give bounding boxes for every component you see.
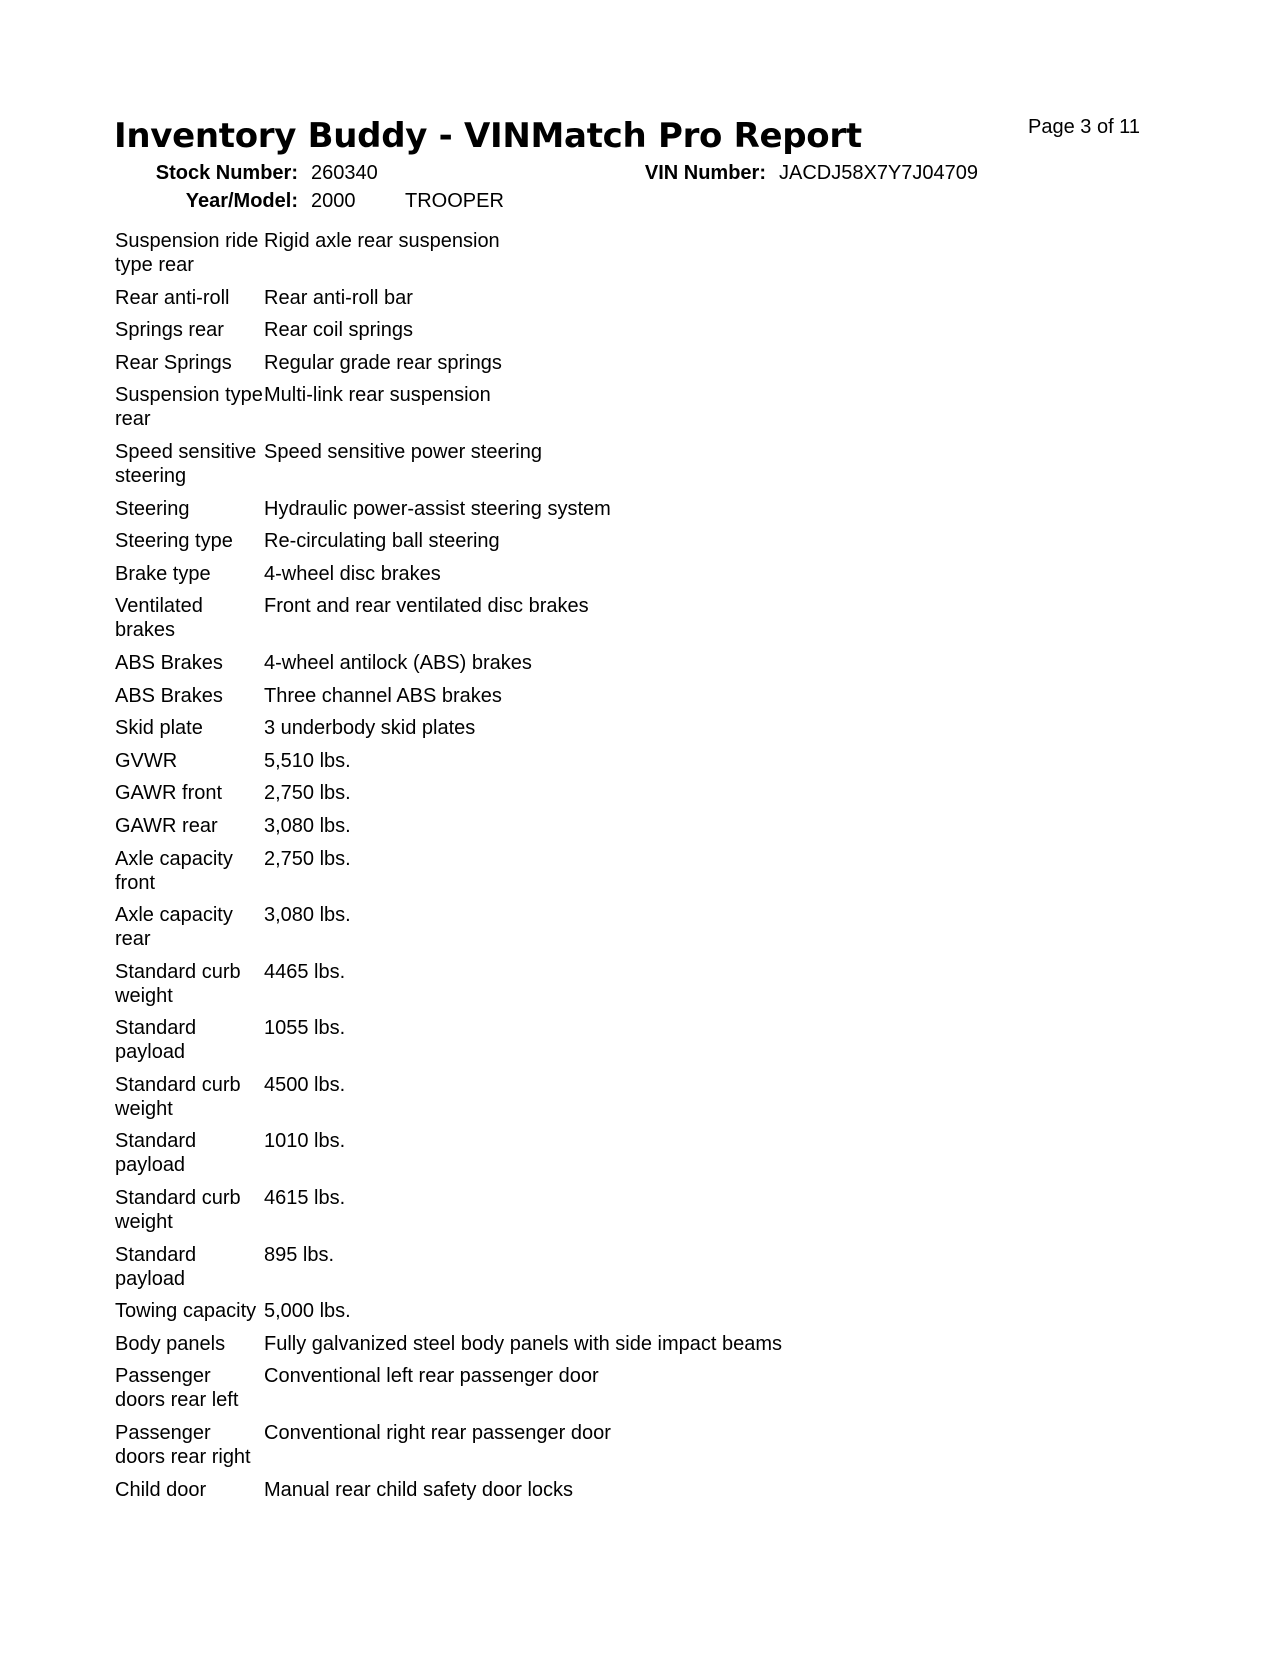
spec-label: Rear Springs (115, 351, 232, 374)
spec-row (115, 497, 1015, 530)
spec-label: Standard curb weight (115, 960, 241, 1007)
spec-label: Child door (115, 1478, 207, 1501)
spec-label: Skid plate (115, 717, 203, 740)
spec-row (115, 594, 1015, 651)
spec-value: Fully galvanized steel body panels with side impact beams (264, 1332, 783, 1355)
spec-label: GVWR (115, 749, 178, 772)
spec-value: 895 lbs. (264, 1243, 335, 1266)
spec-row (115, 229, 1015, 286)
spec-label: Towing capacity (115, 1300, 257, 1323)
spec-value: 4615 lbs. (264, 1187, 346, 1210)
spec-label: Passenger doors rear right (115, 1422, 251, 1469)
spec-value: Re-circulating ball steering (264, 530, 500, 553)
spec-label: Standard curb weight (115, 1187, 241, 1234)
spec-row (115, 529, 1015, 562)
spec-label: Springs rear (115, 319, 224, 342)
spec-value: 5,510 lbs. (264, 749, 351, 772)
spec-row (115, 383, 1015, 440)
spec-label: Passenger doors rear left (115, 1365, 239, 1412)
spec-row (115, 1016, 1015, 1073)
year-model-label: Year/Model: (185, 190, 298, 212)
spec-value: 5,000 lbs. (264, 1300, 351, 1323)
spec-value: 3,080 lbs. (264, 814, 351, 837)
spec-value: Conventional left rear passenger door (264, 1365, 599, 1388)
spec-label: Standard payload (115, 1130, 197, 1177)
spec-row (115, 1299, 1015, 1332)
spec-label: ABS Brakes (115, 684, 223, 707)
spec-value: Rear anti-roll bar (264, 286, 413, 309)
spec-row (115, 960, 1015, 1017)
spec-row (115, 749, 1015, 782)
spec-value: 4-wheel antilock (ABS) brakes (264, 651, 532, 674)
spec-row (115, 1478, 1015, 1511)
report-title: Inventory Buddy - VINMatch Pro Report (114, 116, 862, 156)
spec-list (115, 229, 1015, 1510)
spec-row (115, 286, 1015, 319)
spec-row (115, 781, 1015, 814)
spec-row (115, 814, 1015, 847)
spec-label: GAWR rear (115, 814, 218, 837)
spec-value: 2,750 lbs. (264, 847, 351, 870)
stock-number-label: Stock Number: (155, 162, 298, 184)
spec-label: Ventilated brakes (115, 595, 203, 642)
stock-number-value: 260340 (311, 162, 378, 184)
spec-value: Multi-link rear suspension (264, 384, 491, 407)
spec-value: Conventional right rear passenger door (264, 1422, 611, 1445)
spec-row (115, 318, 1015, 351)
model-value: TROOPER (405, 190, 504, 212)
spec-label: Suspension type rear (115, 384, 263, 431)
spec-label: GAWR front (115, 782, 223, 805)
spec-row (115, 1129, 1015, 1186)
year-model-line (0, 188, 1280, 214)
spec-row (115, 1243, 1015, 1300)
spec-value: Regular grade rear springs (264, 351, 502, 374)
spec-value: 1010 lbs. (264, 1130, 346, 1153)
spec-value: Front and rear ventilated disc brakes (264, 595, 589, 618)
spec-row (115, 1073, 1015, 1130)
spec-label: Standard curb weight (115, 1073, 241, 1120)
spec-row (115, 684, 1015, 717)
spec-row (115, 716, 1015, 749)
spec-label: Speed sensitive steering (115, 440, 257, 487)
vin-number-label: VIN Number: (644, 162, 766, 184)
spec-row (115, 1332, 1015, 1365)
spec-value: 2,750 lbs. (264, 782, 351, 805)
spec-label: Steering type (115, 530, 233, 553)
spec-value: 1055 lbs. (264, 1017, 346, 1040)
spec-row (115, 351, 1015, 384)
spec-label: Suspension ride type rear (115, 230, 259, 276)
spec-row (115, 1364, 1015, 1421)
spec-value: 4465 lbs. (264, 960, 346, 983)
spec-value: Hydraulic power-assist steering system (264, 497, 611, 520)
spec-label: ABS Brakes (115, 651, 223, 674)
stock-number-line (0, 160, 1280, 186)
spec-value: 4500 lbs. (264, 1073, 346, 1096)
spec-row (115, 562, 1015, 595)
spec-label: Body panels (115, 1332, 226, 1355)
spec-row (115, 847, 1015, 904)
spec-label: Brake type (115, 562, 211, 585)
spec-value: Three channel ABS brakes (264, 684, 502, 707)
spec-row (115, 440, 1015, 497)
spec-label: Standard payload (115, 1017, 197, 1064)
spec-label: Rear anti-roll (115, 286, 230, 309)
spec-row (115, 1186, 1015, 1243)
year-value: 2000 (311, 190, 356, 212)
spec-value: Rear coil springs (264, 319, 413, 342)
vin-number-value: JACDJ58X7Y7J04709 (779, 162, 979, 184)
spec-value: 4-wheel disc brakes (264, 562, 441, 585)
spec-label: Standard payload (115, 1243, 197, 1290)
spec-value: 3 underbody skid plates (264, 717, 476, 740)
spec-row (115, 1421, 1015, 1478)
spec-value: Manual rear child safety door locks (264, 1478, 574, 1501)
spec-value: Speed sensitive power steering (264, 440, 542, 463)
spec-label: Axle capacity front (115, 847, 233, 894)
spec-label: Axle capacity rear (115, 904, 233, 951)
spec-value: Rigid axle rear suspension (264, 230, 500, 252)
spec-row (115, 651, 1015, 684)
page-number: Page 3 of 11 (1028, 116, 1140, 138)
spec-row (115, 903, 1015, 960)
spec-value: 3,080 lbs. (264, 904, 351, 927)
spec-label: Steering (115, 497, 190, 520)
